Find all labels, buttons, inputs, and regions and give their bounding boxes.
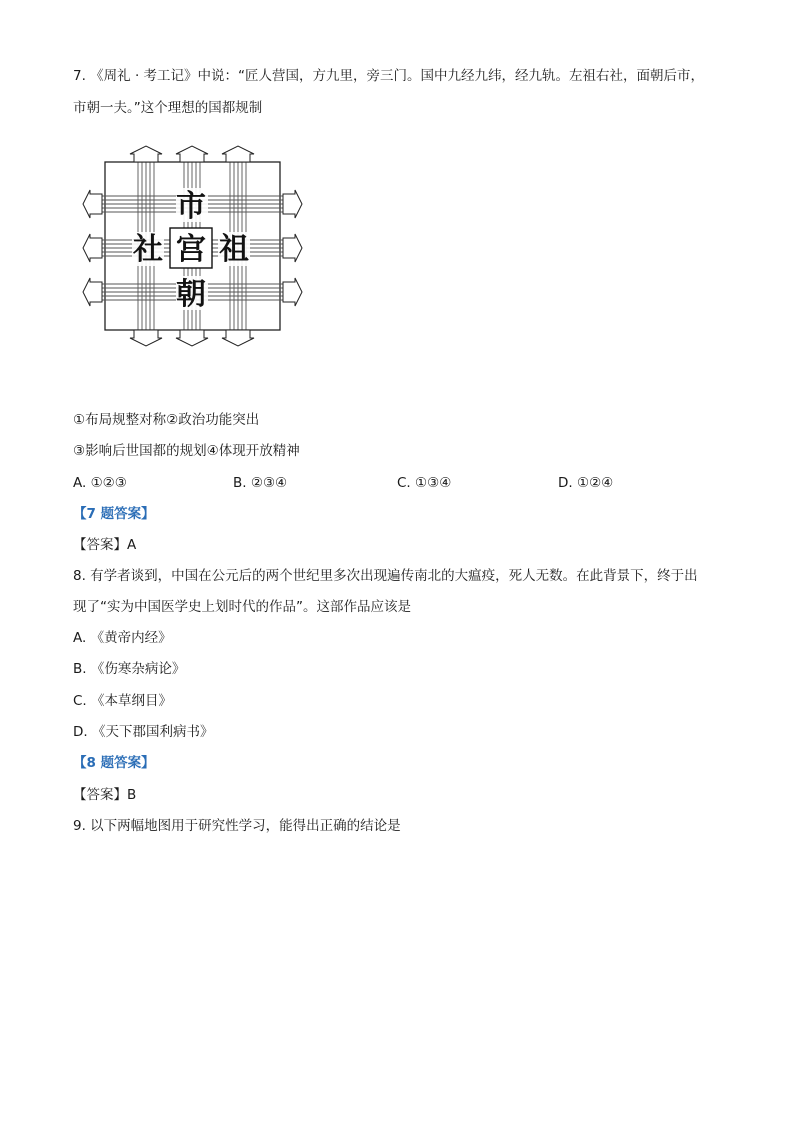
q9-stem-line1: 9. 以下两幅地图用于研究性学习，能得出正确的结论是 bbox=[73, 818, 401, 834]
label-she-altar: 社 bbox=[133, 232, 163, 267]
q8-option-b[interactable]: B. 《伤寒杂病论》 bbox=[73, 661, 186, 677]
south-gates bbox=[130, 330, 254, 346]
q7-statements-line2: ③影响后世国都的规划④体现开放精神 bbox=[73, 443, 300, 459]
label-market: 市 bbox=[176, 189, 206, 224]
east-gates bbox=[283, 190, 302, 306]
q8-option-a[interactable]: A. 《黄帝内经》 bbox=[73, 630, 172, 646]
q7-option-c[interactable]: C. ①③④ bbox=[397, 475, 452, 491]
q8-option-c[interactable]: C. 《本草纲目》 bbox=[73, 693, 173, 709]
q7-option-b[interactable]: B. ②③④ bbox=[233, 475, 288, 491]
label-palace: 宫 bbox=[176, 232, 206, 267]
capital-layout-diagram bbox=[80, 140, 310, 355]
q8-stem-line2: 现了“实为中国医学史上划时代的作品”。这部作品应该是 bbox=[73, 599, 411, 615]
q7-option-d[interactable]: D. ①②④ bbox=[558, 475, 614, 491]
label-court: 朝 bbox=[176, 277, 206, 312]
north-gates bbox=[130, 146, 254, 162]
q8-stem-line1: 8. 有学者谈到，中国在公元后的两个世纪里多次出现遍传南北的大瘟疫，死人无数。在此背景下，终于出 bbox=[73, 568, 698, 584]
label-ancestral-temple: 祖 bbox=[219, 232, 249, 267]
q7-stem-line2: 市朝一夫。”这个理想的国都规制 bbox=[73, 100, 263, 116]
q7-option-a[interactable]: A. ①②③ bbox=[73, 475, 127, 491]
q8-answer: 【答案】B bbox=[73, 787, 137, 803]
q8-answer-heading: 【8 题答案】 bbox=[73, 755, 155, 771]
west-gates bbox=[83, 190, 102, 306]
q8-option-d[interactable]: D. 《天下郡国利病书》 bbox=[73, 724, 214, 740]
q7-statements-line1: ①布局规整对称②政治功能突出 bbox=[73, 412, 260, 428]
q7-answer-heading: 【7 题答案】 bbox=[73, 506, 155, 522]
q7-answer: 【答案】A bbox=[73, 537, 137, 553]
q7-stem-line1: 7. 《周礼 · 考工记》中说：“匠人营国，方九里，旁三门。国中九经九纬，经九轨。左祖右社，面朝后市， bbox=[73, 68, 705, 84]
